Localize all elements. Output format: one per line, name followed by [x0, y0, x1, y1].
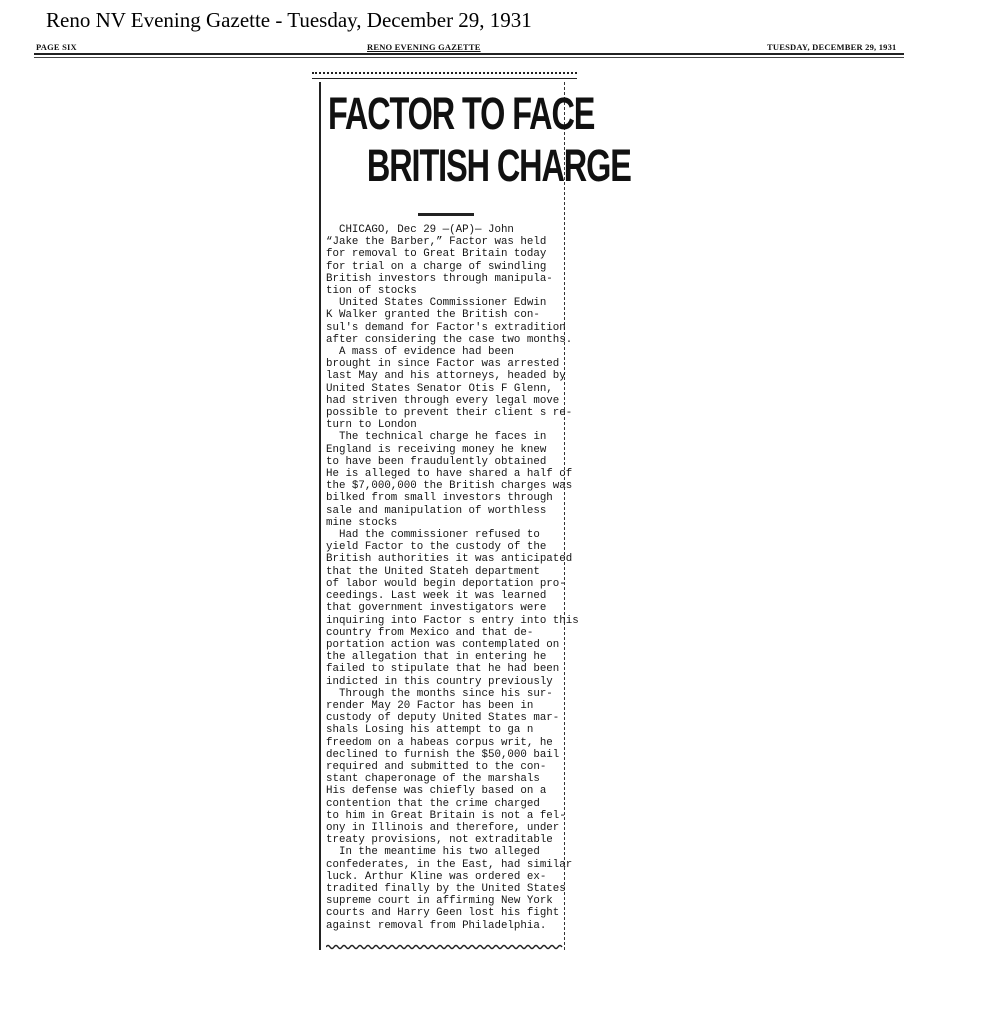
article-line: mine stocks	[326, 516, 398, 529]
article-line: had striven through every legal move	[326, 394, 560, 407]
article-line: ceedings. Last week it was learned	[326, 590, 547, 603]
article-line: ony in Illinois and therefore, under	[326, 821, 560, 834]
headline-divider	[418, 213, 474, 216]
article-line: sul's demand for Factor's extradition	[326, 321, 566, 334]
article-line: Had the commissioner refused to	[326, 529, 540, 542]
article-line: sale and manipulation of worthless	[326, 504, 547, 517]
issue-date: TUESDAY, DECEMBER 29, 1931	[767, 42, 897, 52]
article-clipping	[312, 72, 631, 952]
clipping-top-border	[312, 72, 577, 79]
article-line: British authorities it was anticipated	[326, 553, 573, 566]
article-line: courts and Harry Geen lost his fight	[326, 907, 560, 920]
page-number: PAGE SIX	[36, 42, 77, 52]
article-line: to him in Great Britain is not a fel-	[326, 809, 566, 822]
article-line: His defense was chiefly based on a	[326, 785, 547, 798]
article-line: country from Mexico and that de-	[326, 626, 534, 639]
article-line: confederates, in the East, had similar	[326, 858, 573, 871]
article-body	[326, 224, 579, 932]
article-line: A mass of evidence had been	[326, 346, 514, 359]
article-line: United States Commissioner Edwin	[326, 297, 547, 310]
article-line: of labor would begin deportation pro-	[326, 577, 566, 590]
article-line: last May and his attorneys, headed by	[326, 370, 566, 383]
article-line: Through the months since his sur-	[326, 687, 553, 700]
article-line: treaty provisions, not extraditable	[326, 834, 553, 847]
article-line: after considering the case two months.	[326, 333, 573, 346]
article-line: failed to stipulate that he had been	[326, 663, 560, 676]
article-line: the $7,000,000 the British charges was	[326, 480, 573, 493]
article-line: declined to furnish the $50,000 bail	[326, 748, 560, 761]
article-line: for trial on a charge of swindling	[326, 260, 547, 273]
article-line: that the United Stateh department	[326, 565, 540, 578]
article-line: CHICAGO, Dec 29 —(AP)— John	[326, 224, 514, 236]
article-line: indicted in this country previously	[326, 675, 553, 688]
article-line: portation action was contemplated on	[326, 638, 560, 651]
newspaper-name: RENO EVENING GAZETTE	[367, 42, 481, 52]
article-line: British investors through manipula-	[326, 272, 553, 285]
masthead-rule	[34, 53, 904, 55]
article-line: to have been fraudulently obtained	[326, 455, 547, 468]
article-line: inquiring into Factor s entry into this	[326, 614, 579, 627]
article-line: In the meantime his two alleged	[326, 846, 540, 859]
article-line: bilked from small investors through	[326, 492, 553, 505]
article-line: the allegation that in entering he	[326, 651, 547, 664]
article-line: tradited finally by the United States	[326, 882, 566, 895]
article-line: He is alleged to have shared a half of	[326, 468, 573, 481]
masthead-rule-thin	[34, 57, 904, 58]
article-line: turn to London	[326, 419, 417, 432]
article-line: contention that the crime charged	[326, 797, 540, 810]
article-line: luck. Arthur Kline was ordered ex-	[326, 870, 547, 883]
article-line: that government investigators were	[326, 602, 547, 615]
article-line: brought in since Factor was arrested	[326, 358, 560, 371]
archive-caption: Reno NV Evening Gazette - Tuesday, December 29, 1931	[46, 8, 532, 32]
article-line: against removal from Philadelphia.	[326, 919, 547, 932]
article-line: England is receiving money he knew	[326, 443, 547, 456]
clipping-left-border	[319, 82, 321, 950]
article-line: tion of stocks	[326, 285, 417, 298]
article-line: shals Losing his attempt to ga n	[326, 724, 534, 737]
headline-line-1: FACTOR TO FACE	[328, 88, 595, 139]
article-line: possible to prevent their client s re-	[326, 407, 573, 420]
article-line: United States Senator Otis F Glenn,	[326, 382, 553, 395]
article-line: for removal to Great Britain today	[326, 248, 547, 261]
headline-line-2: BRITISH CHARGE	[366, 140, 631, 191]
article-line: stant chaperonage of the marshals	[326, 773, 540, 786]
article-line: custody of deputy United States mar-	[326, 712, 560, 725]
headline	[328, 88, 631, 192]
article-line: K Walker granted the British con-	[326, 309, 540, 322]
article-line: The technical charge he faces in	[326, 431, 547, 444]
article-line: render May 20 Factor has been in	[326, 699, 534, 712]
article-line: freedom on a habeas corpus writ, he	[326, 736, 553, 749]
article-line: required and submitted to the con-	[326, 760, 547, 773]
end-ornament	[326, 944, 564, 950]
article-line: “Jake the Barber,” Factor was held	[326, 236, 547, 249]
article-line: yield Factor to the custody of the	[326, 541, 547, 554]
article-line: supreme court in affirming New York	[326, 895, 553, 908]
